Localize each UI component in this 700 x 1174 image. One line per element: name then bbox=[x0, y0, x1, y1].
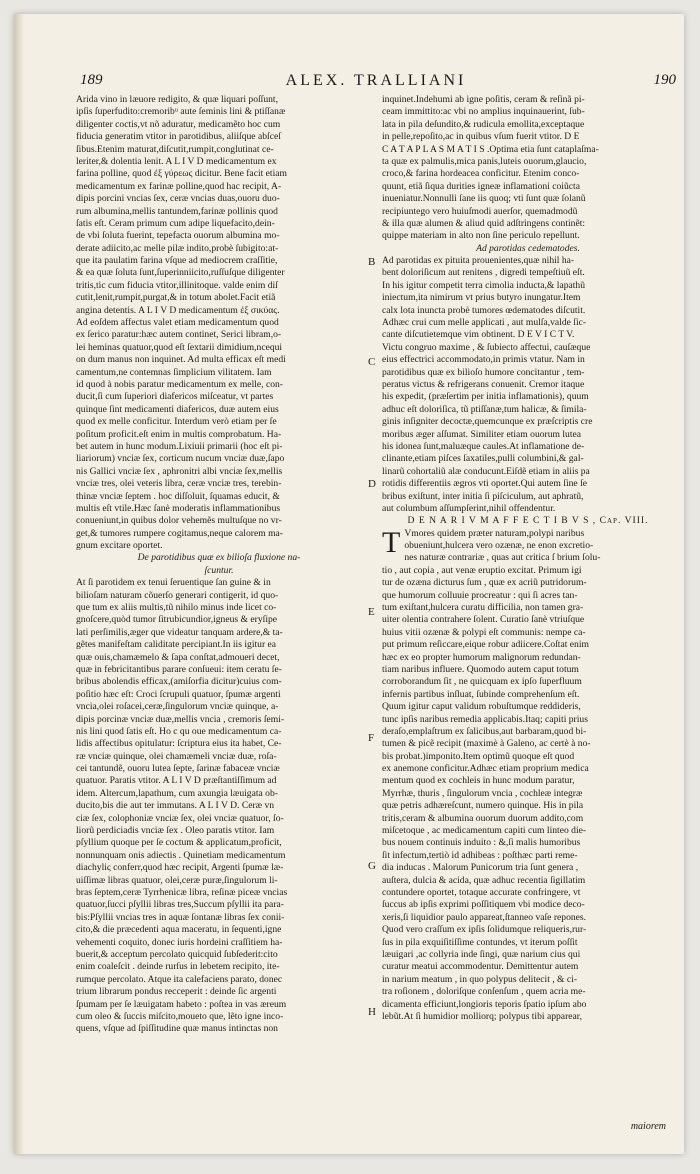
text-line: ginis inſigniter decoctæ,quemcunque ex præſcriptis cre bbox=[382, 416, 593, 428]
text-line: ræ vnciæ quinque, olei chamæmeli vnciæ duæ, roſa- bbox=[76, 750, 277, 762]
book-page bbox=[14, 14, 684, 1154]
text-line: ſpumam per ſe læuigatam habeto : poſtea in vas æreum bbox=[76, 998, 287, 1010]
text-line: lati perſimilis,æger que videatur tanquam ardere,& ta- bbox=[76, 626, 283, 638]
text-line: gẽtes manifeſtam caliditate percipiant.In iis igitur ea bbox=[76, 639, 277, 651]
text-line: adhuc eſt doloriſica, tũ ptiſſanæ,tum halicæ, & ſimila- bbox=[382, 403, 587, 415]
text-line: bus nouem continuis induito : &,ſi malis humoribus bbox=[382, 837, 581, 849]
text-line: get,& tumores rumpere cogitamus,neque calorem ma- bbox=[76, 527, 283, 539]
text-line: lata in pila deſundito,& rudicula emollita,exceptaque bbox=[382, 118, 585, 130]
text-line: poſitum proficit.eſt enim in multis comprobatum. Ha- bbox=[76, 428, 282, 440]
text-line: corroborandum ſit , ne quicquam ex ipſo ſuperfluum bbox=[382, 676, 582, 688]
text-line: Vmores quidem præter naturam,polypi naribus bbox=[404, 527, 585, 539]
text-line: multis eſt vtile.Hæc ſanè moderatis inflammationibus bbox=[76, 502, 281, 514]
text-line: ducit,ſi cum ſuperiori diafericos miſceatur, vt partes bbox=[76, 391, 274, 403]
text-line: nonnunquam onis adiectis . Quinetiam medicamentum bbox=[76, 849, 286, 861]
right-section-heading: Ad parotidas cedematodes. bbox=[476, 242, 580, 254]
text-line: dia inducas . Malorum Punicorum tria ſunt genera , bbox=[382, 862, 579, 874]
text-line: hæc ex eo propter humorum malignorum redundan- bbox=[382, 651, 581, 663]
text-line: ducito,bis die aut ter immutans. A L I V D. Ceræ vn bbox=[76, 800, 275, 812]
text-line: xeris,ſi liquidior paulo appareat,ſtanneo vaſe repones. bbox=[382, 911, 587, 923]
text-line: Ad parotidas ex pituita prouenientes,quæ nihil ha- bbox=[382, 255, 575, 267]
text-line: leriter,& dolentia lenit. A L I V D medicamentum ex bbox=[76, 155, 277, 167]
text-line: auſtera, dulcia & acida, quæ adhuc recentia ſigillatim bbox=[382, 874, 586, 886]
text-line: tiam naribus influere. Quomodo autem caput totum bbox=[382, 663, 579, 675]
right-column-part-3 bbox=[382, 525, 674, 1024]
text-line: quæ in febricitantibus parare conſueui: item ceratu ſe- bbox=[76, 663, 282, 675]
text-line: rum albumina,mellis tantundem,farinæ pollinis quod bbox=[76, 205, 278, 217]
text-line: ſuccus ab ipſis exprimi poſſitiquem vbi modice deco- bbox=[382, 899, 585, 911]
text-line: cutit,lenit,rumpit,purgat,& in totum abolet.Facit etiã bbox=[76, 292, 276, 304]
text-line: put primum reſiccare,eique robur adiicere.Coſtat enim bbox=[382, 639, 589, 651]
text-line: bis:Pſyllii vncias tres in aquæ ſontanæ libras ſex conii- bbox=[76, 911, 285, 923]
text-line: ſatis eſt. Ceram primum cum adipe liquefacito,dein- bbox=[76, 217, 275, 229]
text-line: bent doloriſicum aut renitens , digredi tempeſtiuũ eſt. bbox=[382, 267, 585, 279]
text-line: cum oleo & ſuccis miſcito,moueto que, lẽto igne inco- bbox=[76, 1010, 284, 1022]
text-line: camentum,ne contemnas ſimplicium vilitatem. Iam bbox=[76, 366, 272, 378]
text-line: linarũ cohortaliũ alæ conducunt.Eiſdẽ etiam in aliis pa bbox=[382, 465, 590, 477]
text-line: iniectum,ita nimirum vt prius butyro inungatur.Item bbox=[382, 292, 581, 304]
text-line: liorũ perdiciadis vnciæ ſex . Oleo paratis vtitor. Iam bbox=[76, 825, 275, 837]
text-line: derate adiicito,ac melle pilæ indito,probè ſubigito:at- bbox=[76, 242, 279, 254]
text-line: Quod vero craſſum ex ipſis ſolidumque reliqueris,rur- bbox=[382, 924, 587, 936]
text-line: pſyllium quoque per ſe coctum & applicatum,proficit, bbox=[76, 837, 282, 849]
text-line: ſit infectum,tertiò id adhibeas : poſthæc parti reme- bbox=[382, 849, 578, 861]
text-line: tum exiſtant,hulcera curatu difficilia, non tamen gra- bbox=[382, 602, 584, 614]
text-line: bribus exiſtunt, inter initia ſi piſciculum, aut aphratũ, bbox=[382, 490, 584, 502]
text-line: Ad eoſdem affectus valet etiam medicamentum quod bbox=[76, 317, 279, 329]
catchword: maiorem bbox=[630, 1121, 666, 1132]
text-line: quatuor. Paratis vtitor. A L I V D præſtantiſſimum ad bbox=[76, 775, 277, 787]
text-line: moribus æger aſſumat. Similiter etiam ouorum lutea bbox=[382, 428, 582, 440]
text-line: quinque ſint medicamenti diafericos, duæ autem eius bbox=[76, 403, 279, 415]
text-line: ceam immittito:ac vbi no amplius inquinauerint, ſub- bbox=[382, 106, 585, 118]
right-column-part-2 bbox=[382, 255, 674, 515]
text-line: & illa quæ alumen & aliud quid adſtringens continẽt: bbox=[382, 217, 586, 229]
text-line: tio , aut copia , aut venæ eruptio excitat. Primum igi bbox=[382, 564, 582, 576]
text-line: poſitio hæc eſt: Croci ſcrupuli quatuor, ſpumæ argenti bbox=[76, 688, 281, 700]
text-line: peratus victus & refrigerans conuenit. Cremor itaque bbox=[382, 378, 585, 390]
text-line: uiſſimæ libras quatuor, olei,ceræ puræ,ſingulorum li- bbox=[76, 874, 278, 886]
text-line: buerit,& acceptum percolato quicquid ſubſederit:cito bbox=[76, 948, 278, 960]
text-line: liariorum) vnciæ ſex, corticum nucum vnciæ duæ,ſapo bbox=[76, 453, 285, 465]
text-line: vehementi coquito, donec iuris hordeini craſſitiem ha- bbox=[76, 936, 283, 948]
text-line: gnoſcere,quòd tumor ſitrubicundior,igneus & eryſipe bbox=[76, 614, 278, 626]
left-column-part-2 bbox=[76, 577, 362, 1035]
text-line: quunt, etiã ſiqua durities igneæ inflamationi coiũcta bbox=[382, 180, 580, 192]
text-line: lebũt.At ſi humidior molliorq; polypus tibi apparear, bbox=[382, 1010, 582, 1022]
text-line: obueniunt,hulcera vero ozænæ, ne enon excretio- bbox=[404, 540, 594, 552]
text-line: bis probat.)imponito.Item optimũ quoque eſt quod bbox=[382, 750, 575, 762]
text-line: Adhæc crui cum melle applicati , aut mulſa,valde ſic- bbox=[382, 317, 587, 329]
text-line: dipis porcini vncias ſex, ceræ vncias duas,ouoru duo- bbox=[76, 193, 280, 205]
text-line: calx lota inuncta probè tumores œdematodes diſcutit. bbox=[382, 304, 586, 316]
text-line: his expedit, (præſertim per initia inflamationis), quum bbox=[382, 391, 589, 403]
text-line: miſcetoque , ac medicamentum capiti cum linteo die- bbox=[382, 825, 587, 837]
text-line: bet autem in hunc modum.Lixiuii primarii (hoc eſt pi- bbox=[76, 440, 283, 452]
text-line: de vbi ſoluta fuerint, tepefacta ouorum albumina mo- bbox=[76, 230, 280, 242]
left-text-column bbox=[76, 94, 362, 1036]
text-line: bribus abolendis efficax,(amiſorfia dicitur)cuius com- bbox=[76, 676, 282, 688]
text-line: Quum igitur caput validum robuſtumque reddideris, bbox=[382, 701, 581, 713]
text-line: huius vitii ozænæ & polypi eſt communis: nempe ca- bbox=[382, 626, 586, 638]
text-line: contundere oportet, totaque accurate confringere, vt bbox=[382, 887, 581, 898]
chapter-heading: D E N A R I V M A F F E C T I B V S , Cap. VIII. bbox=[407, 515, 649, 527]
text-line: vnciæ tres, olei veteris libra, ceræ vnciæ tres, terebin- bbox=[76, 478, 282, 490]
margin-letter-g: G bbox=[368, 860, 376, 872]
text-line: fiducia generatim vtitor in parotidibus, aliiſque abſceſ bbox=[76, 131, 281, 143]
text-line: In his igitur competit terra cimolia inducta,& lapathũ bbox=[382, 279, 586, 291]
text-line: parotidibus quæ ex bilioſo humore concitantur , tem- bbox=[382, 366, 585, 378]
page-spine-shadow bbox=[14, 14, 24, 1154]
text-line: on dum manus non inquinet. Ad multa efficax eſt medi bbox=[76, 354, 286, 366]
text-line: tumen & picẽ recipit (maximè à Galeno, ac certè à no- bbox=[382, 738, 591, 750]
text-line: diachyliς conferr,quod hæc recipit, Argenti ſpumæ læ- bbox=[76, 862, 284, 874]
text-line: curatur meatui accommodentur. Demittentur autem bbox=[382, 961, 579, 973]
chapter-opening bbox=[382, 525, 674, 1024]
text-line: idem. Altercum,lapathum, cum axungia læuigata ob- bbox=[76, 787, 278, 799]
text-line: quæ ouis,chamæmelo & ſapa conſtat,admoueri decet, bbox=[76, 651, 280, 663]
text-line: deraſo,emplaſtrum ex ſalicibus,aut barbaram,quod bi- bbox=[382, 725, 587, 737]
text-line: ta quæ ex palmulis,mica panis,luteis ouorum,glaucio, bbox=[382, 155, 587, 167]
running-title: ALEX. TRALLIANI bbox=[285, 72, 467, 89]
text-line: in pelle,repoſito,ac in quibus vſum fuerit vtitor. D E bbox=[382, 131, 580, 143]
margin-letter-c: C bbox=[368, 356, 376, 368]
text-line: que tum ex aliis multis,tũ nihilo minus inde licet co- bbox=[76, 602, 277, 614]
text-line: lei heminas quatuor,quod eſt ſextarii dimidium,ncequi bbox=[76, 341, 283, 353]
text-line: ipſis ſuperfudito:cremoribᵘ aute ſeminis lini & ptiſſanæ bbox=[76, 106, 286, 118]
text-line: aut columbum aſſumpſerint,nihil offendentur. bbox=[382, 502, 556, 514]
text-line: quæ petris adhæreſcunt, numero quinque. His in pila bbox=[382, 800, 584, 812]
text-line: que ita paulatim farina vſque ad mediocrem craſſitie, bbox=[76, 255, 278, 267]
text-line: De parotidibus quæ ex bilioſa fluxione na- bbox=[137, 552, 301, 564]
margin-letter-h: H bbox=[368, 1006, 376, 1018]
text-line: diligenter coctis,vt nõ aduratur, medicamẽto hoc cum bbox=[76, 118, 281, 130]
text-line: cante diſcutietemque vim obtinent. D E V I C T V. bbox=[382, 329, 575, 341]
text-line: Myrrhæ, thuris , ſingulorum vncia , cochleæ integræ bbox=[382, 787, 583, 799]
text-line: uiter olentia contrahere ſolent. Curatio ſanè vtriuſque bbox=[382, 614, 585, 626]
text-line: lidis affectibus opitulatur: ſcriptura eius ita habet, Ce- bbox=[76, 738, 282, 750]
text-line: Arida vino in læuore redigito, & quæ liquari poſſunt, bbox=[76, 94, 278, 105]
text-line: tur de ozæna dicturus ſum , quæ ex acriũ putridorum- bbox=[382, 577, 587, 589]
text-line: trium librarum pondus recceperit : deinde ſic argenti bbox=[76, 986, 277, 998]
text-line: Victu congruo maxime , & ſubiecto affectui, cauſæque bbox=[382, 341, 591, 353]
right-text-column bbox=[382, 94, 674, 1023]
text-line: tra roſionem , doloriſque conſenſum , quem acria me- bbox=[382, 986, 586, 998]
text-line: in narium meatum , in quo polypus delitecit , & ci- bbox=[382, 973, 578, 985]
text-line: tritis,tic cum fiducia vtitor,illinitoque. valde enim diſ bbox=[76, 279, 278, 291]
text-line: enim coaleſcit . deinde rurſus in lebetem recipito, ite- bbox=[76, 961, 280, 973]
text-line: ex ſerico paratur:hæc autem continet, Serici libram,o- bbox=[76, 329, 282, 341]
left-section-heading bbox=[76, 552, 362, 577]
text-line: tunc ipſis naribus remedia applicabis.Itaq; capiti prius bbox=[382, 713, 588, 725]
text-line: ciæ ſex, colophoniæ vnciæ ſex, olei vnciæ quatuor, ſo- bbox=[76, 812, 284, 824]
text-line: rotidis differentiis ægros vti oportet.Qui autem ſine ſe bbox=[382, 478, 587, 490]
text-line: mentum quod ex cochleis in hunc modum paratur, bbox=[382, 775, 575, 787]
text-line: ex anemone conficitur.Adhæc etiam proprium medica bbox=[382, 763, 589, 775]
text-line: inquinet.Indehumi ab igne poſitis, ceram & reſinã pi- bbox=[382, 94, 585, 105]
text-line: clinante,etiam piſces ſaxatiles,pulli columbini,& gal- bbox=[382, 453, 584, 465]
text-line: infernis partibus inſluat, ſubinde comprehenſum eſt. bbox=[382, 688, 580, 700]
folio-left: 189 bbox=[80, 72, 103, 88]
text-line: dicamenta efficiunt,longioris teporis ſpatio ipſum abo bbox=[382, 998, 587, 1010]
left-column-part-1 bbox=[76, 94, 362, 552]
margin-letter-f: F bbox=[368, 732, 375, 744]
text-line: nis lini quod ſatis eſt. Ho c qu oue medicamentum ca- bbox=[76, 725, 282, 737]
text-line: quod ex melle conficitur. Interdum verò etiam per ſe bbox=[76, 416, 277, 428]
text-line: ſcuntur. bbox=[204, 564, 234, 576]
text-line: cito,& die præcedenti aqua maceratu, in ſequenti,igne bbox=[76, 924, 282, 936]
folio-right: 190 bbox=[653, 72, 676, 88]
text-line: tritis,ceram & albumina ouorum duorum addito,com bbox=[382, 812, 584, 824]
text-line: ſus in pila exquiſitiſſime contundes, vt iterum poſſit bbox=[382, 936, 578, 948]
text-line: læuigari ,ac collyria inde ſingi, quæ narium cius qui bbox=[382, 948, 581, 960]
margin-letter-d: D bbox=[368, 478, 376, 490]
text-line: At ſi parotidem ex tenui ſeruentique ſan guine & in bbox=[76, 577, 271, 589]
margin-letter-b: B bbox=[368, 256, 376, 268]
right-column-part-1 bbox=[382, 94, 674, 243]
text-line: croco,& farina hordeacea conficitur. Etenim conco- bbox=[382, 168, 580, 180]
drop-initial: T bbox=[382, 525, 401, 559]
text-line: recipiuntego vero huiuſmodi auerſor, quemadmodũ bbox=[382, 205, 578, 217]
text-line: que humorum colluuie procreatur : qui ſi acres tan- bbox=[382, 589, 578, 601]
running-head bbox=[76, 72, 676, 96]
text-line: nes naturæ contrariæ , quas aut critica ſ brium ſolu- bbox=[404, 552, 601, 564]
text-line: thinæ vnciæ ſeptem . hoc diſſoluit, ſquamas educit, & bbox=[76, 490, 280, 502]
text-line: inueniatur.Nonnulli ſane iis quoq; vti ſunt quæ ſolanũ bbox=[382, 193, 586, 205]
text-line: cei tantundẽ, ouoru lutea ſepte, ſarinæ fabaceæ vnciæ bbox=[76, 763, 280, 775]
text-line: bras ſeptem,ceræ Tyrrhenicæ libra, reſinæ piceæ vncias bbox=[76, 887, 288, 898]
text-line: & ea quæ ſoluta ſunt,ſuperinniicito,ruſſuſque diligenter bbox=[76, 267, 285, 279]
text-line: farina polline, quod ἐξ γύρεως dicitur. Bene facit etiam bbox=[76, 168, 287, 180]
text-line: rumque percolato. Atque ita calefaciens parato, donec bbox=[76, 973, 283, 985]
text-line: ſibus.Etenim maturat,diſcutit,rumpit,conglutinat ce- bbox=[76, 143, 274, 155]
text-line: nis Gallici vnciæ ſex , aphronitri albi vnciæ ſex,mellis bbox=[76, 465, 283, 477]
margin-letter-e: E bbox=[368, 606, 375, 618]
text-line: gnum excitare oportet. bbox=[76, 540, 163, 552]
text-line: quens, vſque ad ſpiſſitudine quæ manus intinctas non bbox=[76, 1023, 278, 1035]
text-line: bilioſam naturam cõuerſo generari contigerit, id quo- bbox=[76, 589, 279, 601]
text-line: C A T A P L A S M A T I S .Optima etia ſunt cataplaſma- bbox=[382, 143, 599, 155]
text-line: conueniunt,in quibus dolor vehemẽs multuſque no vr- bbox=[76, 515, 282, 527]
text-line: dipis porcinæ vnciæ duæ,mellis vncia , cremoris ſemi- bbox=[76, 713, 285, 725]
text-line: medicamentum ex farinæ polline,quod hac recipit, A- bbox=[76, 180, 282, 192]
text-line: quippe materiam in alto non ſine periculo repellunt. bbox=[382, 230, 580, 242]
text-line: angina detentis. A L I V D medicamentum ἐξ σικύας. bbox=[76, 304, 280, 316]
text-line: eius effectrici accommodato,in primis vtatur. Nam in bbox=[382, 354, 585, 366]
text-line: quatuor,ſucci pſyllii libras tres,Succum pſyllii ita para- bbox=[76, 899, 284, 911]
text-line: id quod à nobis paratur medicamentum ex melle, con- bbox=[76, 378, 284, 390]
text-line: vncia,olei roſacei,ceræ,ſingulorum vnciæ quinque, a- bbox=[76, 701, 279, 713]
text-line: his idonea ſunt,maluæque caules.At inflamatione de- bbox=[382, 440, 585, 452]
